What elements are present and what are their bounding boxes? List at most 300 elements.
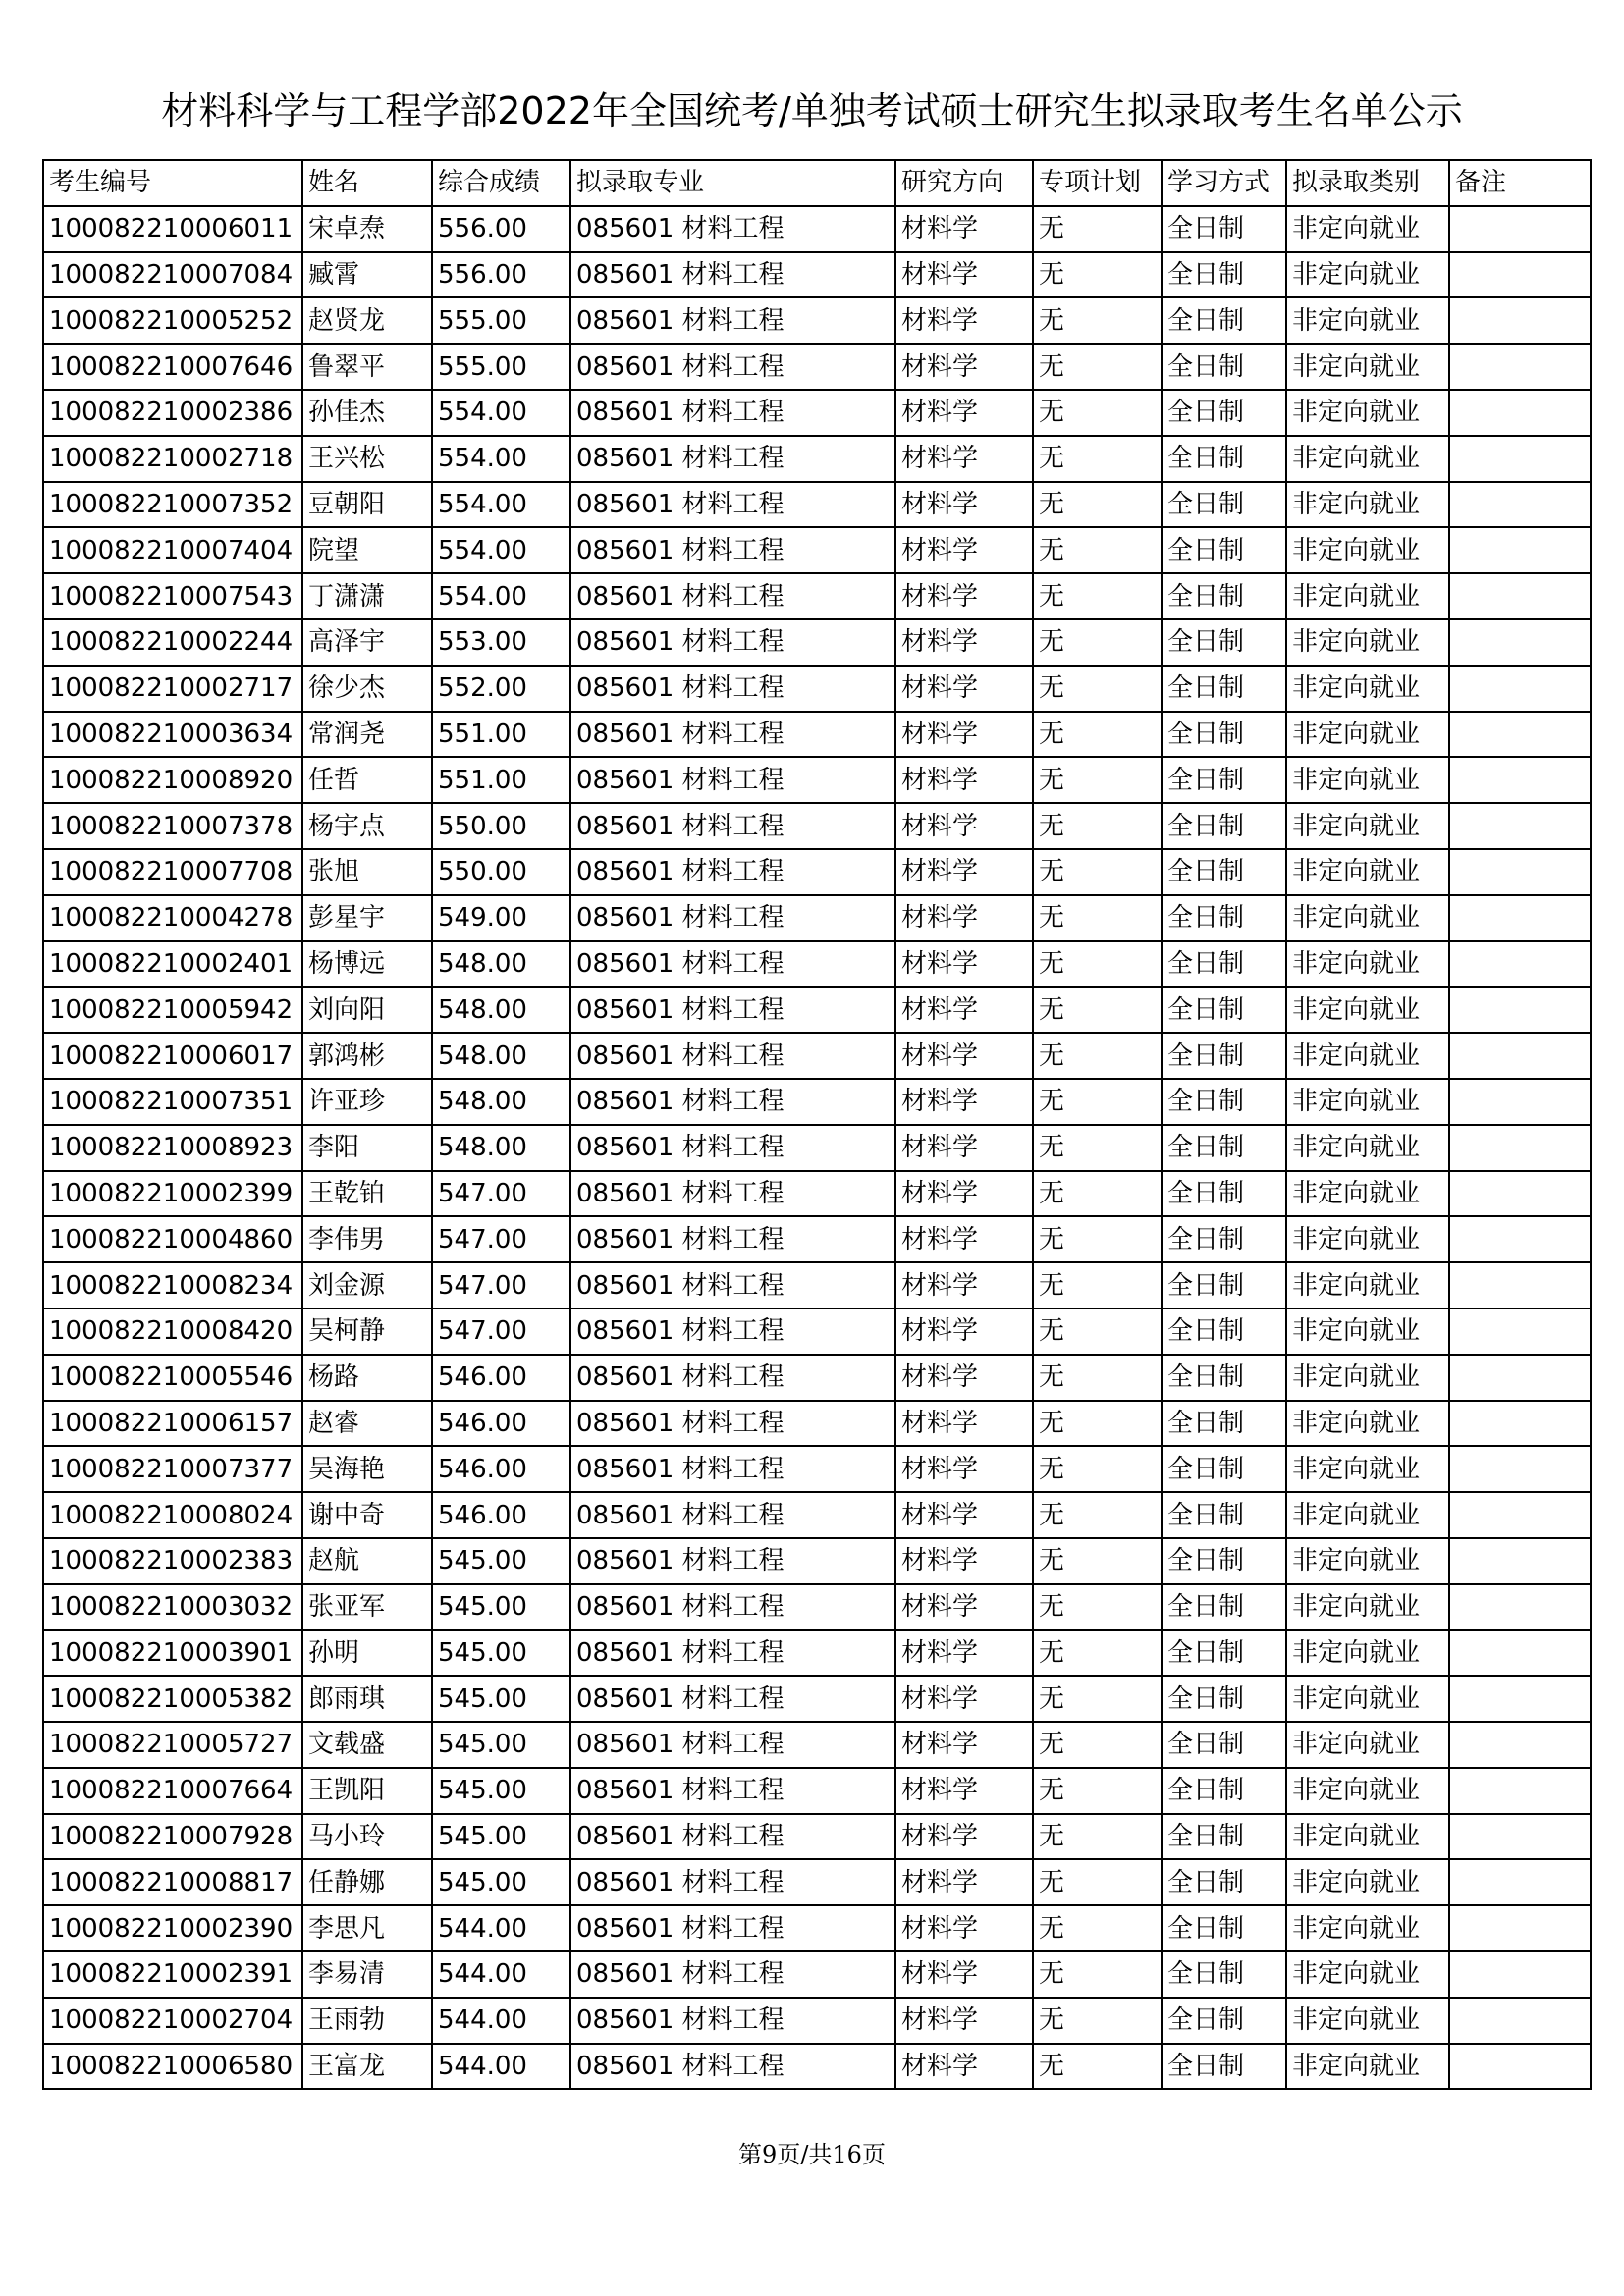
cell-admission-type: 非定向就业 [1286, 895, 1449, 941]
cell-major: 085601 材料工程 [570, 666, 895, 712]
cell-remarks [1449, 1584, 1591, 1630]
cell-name: 常润尧 [302, 712, 432, 758]
header-admission-type: 拟录取类别 [1286, 160, 1449, 206]
cell-remarks [1449, 1308, 1591, 1355]
cell-admission-type: 非定向就业 [1286, 527, 1449, 573]
cell-remarks [1449, 1676, 1591, 1722]
cell-name: 杨路 [302, 1355, 432, 1401]
cell-name: 刘向阳 [302, 987, 432, 1033]
cell-name: 孙佳杰 [302, 390, 432, 436]
cell-name: 任静娜 [302, 1859, 432, 1905]
cell-special-plan: 无 [1033, 1401, 1162, 1447]
cell-study-mode: 全日制 [1162, 1768, 1286, 1814]
cell-remarks [1449, 1538, 1591, 1584]
table-header-row [43, 160, 1591, 206]
cell-special-plan: 无 [1033, 1998, 1162, 2044]
cell-name: 赵贤龙 [302, 297, 432, 344]
table-row [43, 206, 1591, 252]
cell-candidate-id: 100082210008234 [43, 1262, 302, 1308]
cell-score: 547.00 [432, 1262, 570, 1308]
cell-candidate-id: 100082210002244 [43, 619, 302, 666]
cell-special-plan: 无 [1033, 1630, 1162, 1677]
cell-name: 谢中奇 [302, 1492, 432, 1538]
cell-admission-type: 非定向就业 [1286, 987, 1449, 1033]
cell-candidate-id: 100082210002390 [43, 1905, 302, 1951]
cell-major: 085601 材料工程 [570, 1722, 895, 1768]
table-row [43, 1492, 1591, 1538]
cell-study-mode: 全日制 [1162, 849, 1286, 895]
cell-candidate-id: 100082210005382 [43, 1676, 302, 1722]
cell-major: 085601 材料工程 [570, 1492, 895, 1538]
cell-study-mode: 全日制 [1162, 1401, 1286, 1447]
cell-admission-type: 非定向就业 [1286, 1538, 1449, 1584]
cell-candidate-id: 100082210003032 [43, 1584, 302, 1630]
cell-research-direction: 材料学 [895, 1308, 1033, 1355]
cell-remarks [1449, 390, 1591, 436]
cell-special-plan: 无 [1033, 757, 1162, 803]
cell-special-plan: 无 [1033, 2044, 1162, 2090]
cell-score: 556.00 [432, 252, 570, 298]
cell-major: 085601 材料工程 [570, 206, 895, 252]
cell-candidate-id: 100082210007352 [43, 482, 302, 528]
cell-remarks [1449, 757, 1591, 803]
cell-special-plan: 无 [1033, 482, 1162, 528]
cell-major: 085601 材料工程 [570, 757, 895, 803]
cell-remarks [1449, 436, 1591, 482]
cell-admission-type: 非定向就业 [1286, 712, 1449, 758]
cell-score: 549.00 [432, 895, 570, 941]
cell-special-plan: 无 [1033, 1262, 1162, 1308]
cell-candidate-id: 100082210007404 [43, 527, 302, 573]
cell-admission-type: 非定向就业 [1286, 297, 1449, 344]
cell-study-mode: 全日制 [1162, 1676, 1286, 1722]
cell-name: 马小玲 [302, 1814, 432, 1860]
cell-study-mode: 全日制 [1162, 1814, 1286, 1860]
cell-major: 085601 材料工程 [570, 1951, 895, 1998]
cell-candidate-id: 100082210004860 [43, 1216, 302, 1262]
cell-name: 宋卓焘 [302, 206, 432, 252]
cell-candidate-id: 100082210007378 [43, 803, 302, 849]
cell-special-plan: 无 [1033, 1584, 1162, 1630]
table-row [43, 1079, 1591, 1125]
cell-admission-type: 非定向就业 [1286, 1262, 1449, 1308]
cell-research-direction: 材料学 [895, 2044, 1033, 2090]
cell-score: 544.00 [432, 2044, 570, 2090]
cell-major: 085601 材料工程 [570, 297, 895, 344]
cell-admission-type: 非定向就业 [1286, 619, 1449, 666]
table-row [43, 297, 1591, 344]
cell-special-plan: 无 [1033, 1216, 1162, 1262]
cell-admission-type: 非定向就业 [1286, 1308, 1449, 1355]
cell-admission-type: 非定向就业 [1286, 1401, 1449, 1447]
cell-candidate-id: 100082210008420 [43, 1308, 302, 1355]
cell-major: 085601 材料工程 [570, 1584, 895, 1630]
header-special-plan: 专项计划 [1033, 160, 1162, 206]
cell-name: 吴柯静 [302, 1308, 432, 1355]
cell-name: 王乾铂 [302, 1171, 432, 1217]
cell-study-mode: 全日制 [1162, 1951, 1286, 1998]
cell-score: 545.00 [432, 1722, 570, 1768]
cell-study-mode: 全日制 [1162, 1033, 1286, 1079]
table-row [43, 1722, 1591, 1768]
table-row [43, 1630, 1591, 1677]
cell-special-plan: 无 [1033, 1722, 1162, 1768]
cell-admission-type: 非定向就业 [1286, 482, 1449, 528]
cell-candidate-id: 100082210007084 [43, 252, 302, 298]
table-row [43, 1859, 1591, 1905]
cell-research-direction: 材料学 [895, 1079, 1033, 1125]
cell-study-mode: 全日制 [1162, 527, 1286, 573]
cell-admission-type: 非定向就业 [1286, 1905, 1449, 1951]
cell-candidate-id: 100082210004278 [43, 895, 302, 941]
cell-candidate-id: 100082210002401 [43, 941, 302, 988]
header-candidate-id: 考生编号 [43, 160, 302, 206]
cell-remarks [1449, 666, 1591, 712]
cell-research-direction: 材料学 [895, 712, 1033, 758]
table-row [43, 482, 1591, 528]
cell-admission-type: 非定向就业 [1286, 206, 1449, 252]
cell-study-mode: 全日制 [1162, 1446, 1286, 1492]
cell-study-mode: 全日制 [1162, 895, 1286, 941]
cell-study-mode: 全日制 [1162, 987, 1286, 1033]
cell-remarks [1449, 1355, 1591, 1401]
cell-major: 085601 材料工程 [570, 1401, 895, 1447]
cell-remarks [1449, 527, 1591, 573]
cell-research-direction: 材料学 [895, 1355, 1033, 1401]
cell-name: 赵航 [302, 1538, 432, 1584]
cell-special-plan: 无 [1033, 849, 1162, 895]
cell-candidate-id: 100082210008923 [43, 1125, 302, 1171]
cell-name: 徐少杰 [302, 666, 432, 712]
cell-study-mode: 全日制 [1162, 2044, 1286, 2090]
cell-name: 文载盛 [302, 1722, 432, 1768]
cell-study-mode: 全日制 [1162, 666, 1286, 712]
cell-study-mode: 全日制 [1162, 390, 1286, 436]
page-footer: 第9页/共16页 [738, 2141, 886, 2168]
cell-study-mode: 全日制 [1162, 1171, 1286, 1217]
cell-admission-type: 非定向就业 [1286, 1125, 1449, 1171]
table-row [43, 1401, 1591, 1447]
cell-major: 085601 材料工程 [570, 1630, 895, 1677]
cell-admission-type: 非定向就业 [1286, 803, 1449, 849]
cell-candidate-id: 100082210005942 [43, 987, 302, 1033]
cell-admission-type: 非定向就业 [1286, 1446, 1449, 1492]
cell-admission-type: 非定向就业 [1286, 941, 1449, 988]
cell-research-direction: 材料学 [895, 757, 1033, 803]
table-row [43, 1125, 1591, 1171]
cell-major: 085601 材料工程 [570, 941, 895, 988]
cell-name: 王富龙 [302, 2044, 432, 2090]
table-body [43, 160, 1591, 2089]
cell-admission-type: 非定向就业 [1286, 1998, 1449, 2044]
cell-special-plan: 无 [1033, 803, 1162, 849]
cell-admission-type: 非定向就业 [1286, 1859, 1449, 1905]
cell-score: 554.00 [432, 527, 570, 573]
cell-name: 王凯阳 [302, 1768, 432, 1814]
cell-candidate-id: 100082210007377 [43, 1446, 302, 1492]
cell-score: 551.00 [432, 712, 570, 758]
cell-research-direction: 材料学 [895, 1814, 1033, 1860]
cell-score: 550.00 [432, 803, 570, 849]
cell-research-direction: 材料学 [895, 1859, 1033, 1905]
cell-score: 554.00 [432, 436, 570, 482]
cell-candidate-id: 100082210005727 [43, 1722, 302, 1768]
cell-admission-type: 非定向就业 [1286, 666, 1449, 712]
cell-remarks [1449, 619, 1591, 666]
cell-candidate-id: 100082210007708 [43, 849, 302, 895]
table-row [43, 1446, 1591, 1492]
table-row [43, 757, 1591, 803]
cell-special-plan: 无 [1033, 344, 1162, 390]
cell-remarks [1449, 1079, 1591, 1125]
cell-score: 548.00 [432, 987, 570, 1033]
cell-research-direction: 材料学 [895, 1630, 1033, 1677]
cell-score: 544.00 [432, 1998, 570, 2044]
cell-study-mode: 全日制 [1162, 1538, 1286, 1584]
table-row [43, 390, 1591, 436]
cell-major: 085601 材料工程 [570, 1262, 895, 1308]
cell-special-plan: 无 [1033, 941, 1162, 988]
cell-study-mode: 全日制 [1162, 1355, 1286, 1401]
cell-name: 臧霄 [302, 252, 432, 298]
cell-major: 085601 材料工程 [570, 1355, 895, 1401]
cell-major: 085601 材料工程 [570, 619, 895, 666]
cell-admission-type: 非定向就业 [1286, 1768, 1449, 1814]
cell-remarks [1449, 849, 1591, 895]
cell-remarks [1449, 1859, 1591, 1905]
cell-research-direction: 材料学 [895, 527, 1033, 573]
cell-research-direction: 材料学 [895, 482, 1033, 528]
cell-special-plan: 无 [1033, 527, 1162, 573]
cell-score: 546.00 [432, 1401, 570, 1447]
cell-remarks [1449, 941, 1591, 988]
cell-admission-type: 非定向就业 [1286, 1079, 1449, 1125]
cell-score: 545.00 [432, 1768, 570, 1814]
cell-special-plan: 无 [1033, 573, 1162, 619]
cell-research-direction: 材料学 [895, 1492, 1033, 1538]
cell-special-plan: 无 [1033, 712, 1162, 758]
cell-research-direction: 材料学 [895, 297, 1033, 344]
cell-remarks [1449, 987, 1591, 1033]
cell-special-plan: 无 [1033, 987, 1162, 1033]
cell-name: 孙明 [302, 1630, 432, 1677]
cell-remarks [1449, 252, 1591, 298]
cell-admission-type: 非定向就业 [1286, 1171, 1449, 1217]
cell-name: 王兴松 [302, 436, 432, 482]
table-row [43, 2044, 1591, 2090]
cell-name: 李易清 [302, 1951, 432, 1998]
cell-research-direction: 材料学 [895, 1538, 1033, 1584]
cell-special-plan: 无 [1033, 252, 1162, 298]
cell-remarks [1449, 482, 1591, 528]
table-row [43, 1584, 1591, 1630]
cell-research-direction: 材料学 [895, 1905, 1033, 1951]
cell-remarks [1449, 1033, 1591, 1079]
cell-score: 547.00 [432, 1171, 570, 1217]
cell-candidate-id: 100082210002399 [43, 1171, 302, 1217]
cell-research-direction: 材料学 [895, 849, 1033, 895]
cell-candidate-id: 100082210008920 [43, 757, 302, 803]
cell-admission-type: 非定向就业 [1286, 1355, 1449, 1401]
cell-special-plan: 无 [1033, 297, 1162, 344]
cell-research-direction: 材料学 [895, 619, 1033, 666]
cell-remarks [1449, 1171, 1591, 1217]
cell-study-mode: 全日制 [1162, 1859, 1286, 1905]
table-row [43, 1905, 1591, 1951]
cell-candidate-id: 100082210007543 [43, 573, 302, 619]
cell-name: 院望 [302, 527, 432, 573]
cell-study-mode: 全日制 [1162, 1998, 1286, 2044]
cell-remarks [1449, 1951, 1591, 1998]
cell-score: 554.00 [432, 482, 570, 528]
cell-special-plan: 无 [1033, 1171, 1162, 1217]
cell-admission-type: 非定向就业 [1286, 2044, 1449, 2090]
cell-research-direction: 材料学 [895, 1768, 1033, 1814]
cell-candidate-id: 100082210006157 [43, 1401, 302, 1447]
cell-study-mode: 全日制 [1162, 712, 1286, 758]
cell-score: 544.00 [432, 1905, 570, 1951]
cell-remarks [1449, 712, 1591, 758]
table-row [43, 1676, 1591, 1722]
cell-study-mode: 全日制 [1162, 1216, 1286, 1262]
cell-major: 085601 材料工程 [570, 1033, 895, 1079]
cell-remarks [1449, 344, 1591, 390]
cell-research-direction: 材料学 [895, 666, 1033, 712]
cell-study-mode: 全日制 [1162, 1722, 1286, 1768]
cell-remarks [1449, 1722, 1591, 1768]
cell-special-plan: 无 [1033, 1308, 1162, 1355]
cell-remarks [1449, 297, 1591, 344]
cell-research-direction: 材料学 [895, 1033, 1033, 1079]
table-row [43, 344, 1591, 390]
cell-candidate-id: 100082210002386 [43, 390, 302, 436]
cell-score: 545.00 [432, 1676, 570, 1722]
table-row [43, 1538, 1591, 1584]
cell-candidate-id: 100082210007664 [43, 1768, 302, 1814]
cell-special-plan: 无 [1033, 1676, 1162, 1722]
table-row [43, 619, 1591, 666]
cell-score: 545.00 [432, 1538, 570, 1584]
cell-remarks [1449, 1262, 1591, 1308]
cell-major: 085601 材料工程 [570, 1905, 895, 1951]
cell-candidate-id: 100082210005252 [43, 297, 302, 344]
header-research-direction: 研究方向 [895, 160, 1033, 206]
cell-research-direction: 材料学 [895, 1722, 1033, 1768]
cell-research-direction: 材料学 [895, 344, 1033, 390]
cell-study-mode: 全日制 [1162, 803, 1286, 849]
cell-score: 554.00 [432, 390, 570, 436]
cell-score: 551.00 [432, 757, 570, 803]
cell-study-mode: 全日制 [1162, 1905, 1286, 1951]
cell-admission-type: 非定向就业 [1286, 344, 1449, 390]
table-row [43, 941, 1591, 988]
cell-admission-type: 非定向就业 [1286, 1630, 1449, 1677]
cell-candidate-id: 100082210006011 [43, 206, 302, 252]
cell-name: 丁潇潇 [302, 573, 432, 619]
table-row [43, 1216, 1591, 1262]
cell-score: 546.00 [432, 1446, 570, 1492]
cell-name: 彭星宇 [302, 895, 432, 941]
table-row [43, 1998, 1591, 2044]
cell-score: 548.00 [432, 1079, 570, 1125]
cell-score: 547.00 [432, 1216, 570, 1262]
header-name: 姓名 [302, 160, 432, 206]
cell-major: 085601 材料工程 [570, 712, 895, 758]
cell-major: 085601 材料工程 [570, 482, 895, 528]
cell-name: 李伟男 [302, 1216, 432, 1262]
cell-study-mode: 全日制 [1162, 1308, 1286, 1355]
cell-study-mode: 全日制 [1162, 436, 1286, 482]
cell-name: 张亚军 [302, 1584, 432, 1630]
cell-candidate-id: 100082210008024 [43, 1492, 302, 1538]
cell-special-plan: 无 [1033, 1905, 1162, 1951]
cell-candidate-id: 100082210007928 [43, 1814, 302, 1860]
cell-major: 085601 材料工程 [570, 527, 895, 573]
cell-major: 085601 材料工程 [570, 2044, 895, 2090]
cell-score: 546.00 [432, 1492, 570, 1538]
cell-research-direction: 材料学 [895, 803, 1033, 849]
cell-remarks [1449, 803, 1591, 849]
cell-score: 553.00 [432, 619, 570, 666]
cell-major: 085601 材料工程 [570, 1998, 895, 2044]
table-row [43, 573, 1591, 619]
header-study-mode: 学习方式 [1162, 160, 1286, 206]
cell-special-plan: 无 [1033, 1033, 1162, 1079]
cell-name: 吴海艳 [302, 1446, 432, 1492]
cell-special-plan: 无 [1033, 1768, 1162, 1814]
cell-remarks [1449, 895, 1591, 941]
cell-admission-type: 非定向就业 [1286, 252, 1449, 298]
cell-candidate-id: 100082210002704 [43, 1998, 302, 2044]
cell-name: 高泽宇 [302, 619, 432, 666]
cell-admission-type: 非定向就业 [1286, 1584, 1449, 1630]
table-row [43, 1951, 1591, 1998]
cell-major: 085601 材料工程 [570, 1768, 895, 1814]
cell-admission-type: 非定向就业 [1286, 1722, 1449, 1768]
cell-major: 085601 材料工程 [570, 1308, 895, 1355]
cell-name: 任哲 [302, 757, 432, 803]
cell-study-mode: 全日制 [1162, 757, 1286, 803]
header-remarks: 备注 [1449, 160, 1591, 206]
cell-score: 555.00 [432, 297, 570, 344]
cell-remarks [1449, 1401, 1591, 1447]
admission-table [42, 159, 1592, 2090]
cell-study-mode: 全日制 [1162, 1125, 1286, 1171]
cell-candidate-id: 100082210007351 [43, 1079, 302, 1125]
cell-major: 085601 材料工程 [570, 436, 895, 482]
table-row [43, 1355, 1591, 1401]
cell-candidate-id: 100082210003901 [43, 1630, 302, 1677]
cell-name: 刘金源 [302, 1262, 432, 1308]
cell-admission-type: 非定向就业 [1286, 1951, 1449, 1998]
cell-name: 杨博远 [302, 941, 432, 988]
cell-score: 548.00 [432, 941, 570, 988]
cell-major: 085601 材料工程 [570, 895, 895, 941]
cell-score: 545.00 [432, 1859, 570, 1905]
cell-study-mode: 全日制 [1162, 941, 1286, 988]
cell-special-plan: 无 [1033, 1859, 1162, 1905]
cell-research-direction: 材料学 [895, 1216, 1033, 1262]
cell-name: 郭鸿彬 [302, 1033, 432, 1079]
cell-research-direction: 材料学 [895, 1125, 1033, 1171]
cell-score: 550.00 [432, 849, 570, 895]
cell-name: 许亚珍 [302, 1079, 432, 1125]
cell-major: 085601 材料工程 [570, 987, 895, 1033]
cell-candidate-id: 100082210002391 [43, 1951, 302, 1998]
table-row [43, 1033, 1591, 1079]
cell-name: 王雨勃 [302, 1998, 432, 2044]
cell-remarks [1449, 573, 1591, 619]
